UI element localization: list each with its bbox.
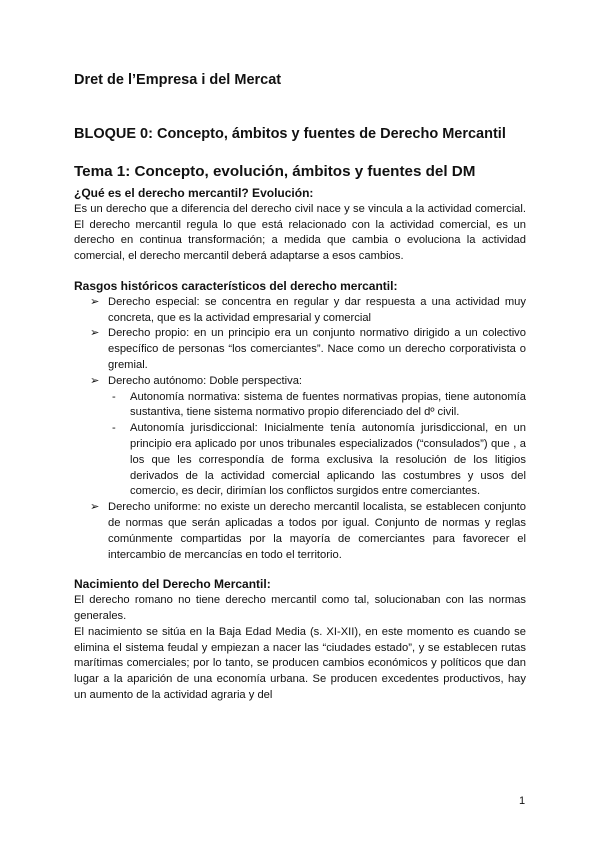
paragraph-que-es: Es un derecho que a diferencia del derecho civil nace y se vincula a la actividad comercial. El derecho mercantil regula lo que está relacionado con la actividad comercial, es un derecho en continua transformación; a medida que cambia o evoluciona la actividad comercial, el derecho mercantil deberá adaptarse a esos cambios.: [74, 202, 526, 263]
arrow-bullet-icon: ➢: [90, 501, 100, 514]
arrow-bullet-icon: ➢: [90, 295, 100, 308]
list-item: ➢ Derecho especial: se concentra en regular y dar respuesta a una actividad muy concreta, que es la actividad empresarial y comercial: [90, 295, 526, 324]
section-heading-nacimiento: Nacimiento del Derecho Mercantil:: [74, 577, 271, 592]
tema-heading: Tema 1: Concepto, evolución, ámbitos y fuentes del DM: [74, 163, 476, 180]
paragraph-nacimiento-2: El nacimiento se sitúa en la Baja Edad Media (s. XI-XII), en este momento es cuando se elimina el sistema feudal y empiezan a nacer las “ciudades estado”, y se establecen rutas marítimas comerciales; por lo tanto, se producen cambios económicos y políticos que dan lugar a la aparición de una economía urbana. Se producen excedentes productivos, hay un aumento de la actividad agraria y del: [74, 625, 526, 701]
paragraph-nacimiento-1: El derecho romano no tiene derecho mercantil como tal, solucionaban con las normas generales.: [74, 594, 526, 622]
arrow-bullet-icon: ➢: [90, 374, 100, 387]
sub-list-item: - Autonomía normativa: sistema de fuentes normativas propias, tiene autonomía sustantiva, tiene sistema normativo propio diferenciado del dº civil.: [112, 390, 526, 419]
page-number: 1: [519, 795, 526, 807]
section-heading-que-es: ¿Qué es el derecho mercantil? Evolución:: [74, 186, 314, 200]
bloque-heading: BLOQUE 0: Concepto, ámbitos y fuentes de Derecho Mercantil: [74, 126, 506, 142]
section-heading-rasgos: Rasgos históricos característicos del derecho mercantil:: [74, 278, 398, 293]
autonomia-sublist: [74, 390, 526, 501]
rasgos-list: [74, 295, 526, 390]
document-body: [74, 186, 526, 704]
dash-bullet-icon: -: [112, 422, 116, 435]
sub-list-item: - Autonomía jurisdiccional: Inicialmente tenía autonomía jurisdiccional, en un principio era aplicado por unos tribunales especializados (“consulados”) que , a los que les correspondía de forma exclusiva la resolución de los litigios derivados de la actividad comercial aplicando las costumbres y usos del comercio, es decir, dirimían los conflictos surgidos entre comerciantes.: [112, 422, 526, 498]
list-item: ➢ Derecho autónomo: Doble perspectiva:: [90, 374, 526, 390]
rasgos-list-continued: [74, 500, 526, 563]
dash-bullet-icon: -: [112, 390, 116, 403]
arrow-bullet-icon: ➢: [90, 327, 100, 340]
list-item: ➢ Derecho uniforme: no existe un derecho mercantil localista, se establecen conjunto de normas que serán aplicadas a todos por igual. Conjunto de normas y reglas comúnmente compartidas por la mayoría de comerciantes para favorecer el intercambio de mercancías en todo el territorio.: [90, 501, 526, 561]
document-title: Dret de l’Empresa i del Mercat: [74, 72, 282, 88]
list-item: ➢ Derecho propio: en un principio era un conjunto normativo dirigido a un colectivo específico de personas “los comerciantes”. Nace como un derecho corporativista o gremial.: [90, 327, 526, 371]
